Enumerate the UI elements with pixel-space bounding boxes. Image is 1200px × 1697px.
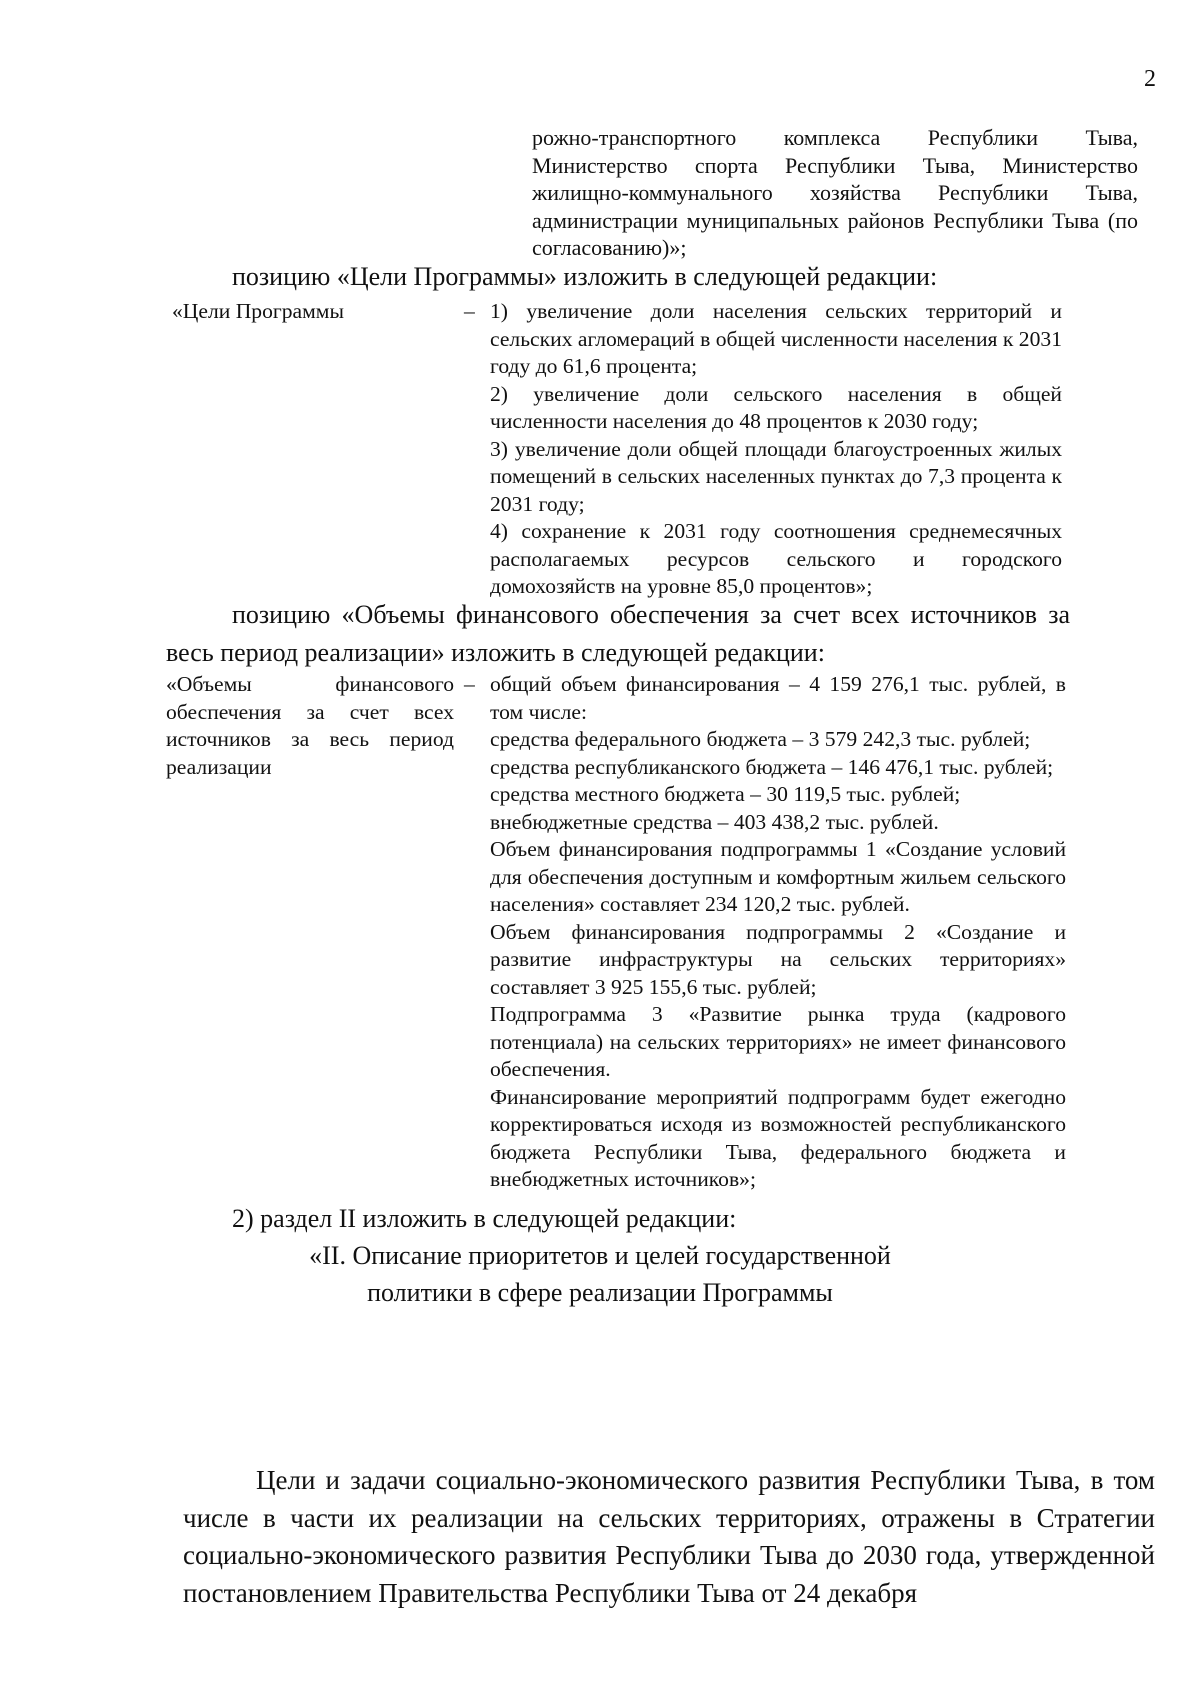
goals-label: «Цели Программы: [172, 299, 344, 323]
funding-item-5: внебюджетные средства – 403 438,2 тыс. рублей.: [490, 809, 939, 834]
funding-item-4: средства местного бюджета – 30 119,5 тыс. рублей;: [490, 782, 961, 806]
goal-item-1: 1) увеличение доли населения сельских территорий и сельских агломераций в общей численности населения к 2031 году до 61,6 процента;: [490, 299, 1062, 378]
body-paragraph: Цели и задачи социально-экономического развития Республики Тыва, в том числе в части их реализации на сельских территориях, отражены в Стратегии социально-экономического развития Республики Тыва до 2030 года, утвержденной постановлением Правительства Республики Тыва от 24 декабря: [183, 1465, 1155, 1608]
funding-item-7: Объем финансирования подпрограммы 2 «Создание и развитие инфраструктуры на сельских территориях» составляет 3 925 155,6 тыс. рублей;: [490, 919, 1066, 999]
goals-body: [490, 298, 1062, 601]
goal-item-3: 3) увеличение доли общей площади благоустроенных жилых помещений в сельских населенных пунктах до 7,3 процента к 2031 году;: [490, 436, 1062, 516]
funding-item-1: общий объем финансирования – 4 159 276,1 тыс. рублей, в том числе:: [490, 672, 1066, 724]
section-heading: 2) раздел II изложить в следующей редакции:: [232, 1204, 737, 1233]
section-title-line-2: политики в сфере реализации Программы: [367, 1278, 833, 1307]
funding-dash: –: [464, 672, 475, 696]
goal-item-2: 2) увеличение доли сельского населения в общей численности населения до 48 процентов к 2030 году;: [490, 381, 1062, 433]
section-title-line-1: «II. Описание приоритетов и целей государственной: [309, 1241, 891, 1270]
goals-dash: –: [464, 299, 475, 323]
goals-position-heading: позицию «Цели Программы» изложить в следующей редакции:: [232, 262, 938, 291]
funding-item-8: Подпрограмма 3 «Развитие рынка труда (кадрового потенциала) на сельских территориях» не имеет финансового обеспечения.: [490, 1002, 1066, 1081]
continuation-text: рожно-транспортного комплекса Республики Тыва, Министерство спорта Республики Тыва, Министерство жилищно-коммунального хозяйства Республики Тыва, администрации муниципальных районов Республики Тыва (по согласованию)»;: [532, 125, 1138, 261]
funding-body: [490, 671, 1066, 1194]
funding-label: «Объемы финансового обеспечения за счет всех источников за весь период реализации: [166, 672, 454, 779]
goals-row: [172, 298, 1062, 598]
goal-item-4: 4) сохранение к 2031 году соотношения среднемесячных располагаемых ресурсов сельского и городского домохозяйств на уровне 85,0 процентов»;: [490, 519, 1062, 598]
funding-item-9: Финансирование мероприятий подпрограмм будет ежегодно корректироваться исходя из возможностей республиканского бюджета Республики Тыва, федерального бюджета и внебюджетных источников»;: [490, 1084, 1066, 1191]
funding-item-3: средства республиканского бюджета – 146 476,1 тыс. рублей;: [490, 754, 1054, 779]
funding-position-heading: позицию «Объемы финансового обеспечения за счет всех источников за весь период реализации» изложить в следующей редакции:: [166, 600, 1070, 667]
funding-item-6: Объем финансирования подпрограммы 1 «Создание условий для обеспечения доступным и комфортным жильем сельского населения» составляет 234 120,2 тыс. рублей.: [490, 837, 1066, 916]
funding-row: [166, 671, 1072, 1191]
funding-item-2: средства федерального бюджета – 3 579 242,3 тыс. рублей;: [490, 727, 1031, 751]
page-number: 2: [1144, 66, 1156, 92]
